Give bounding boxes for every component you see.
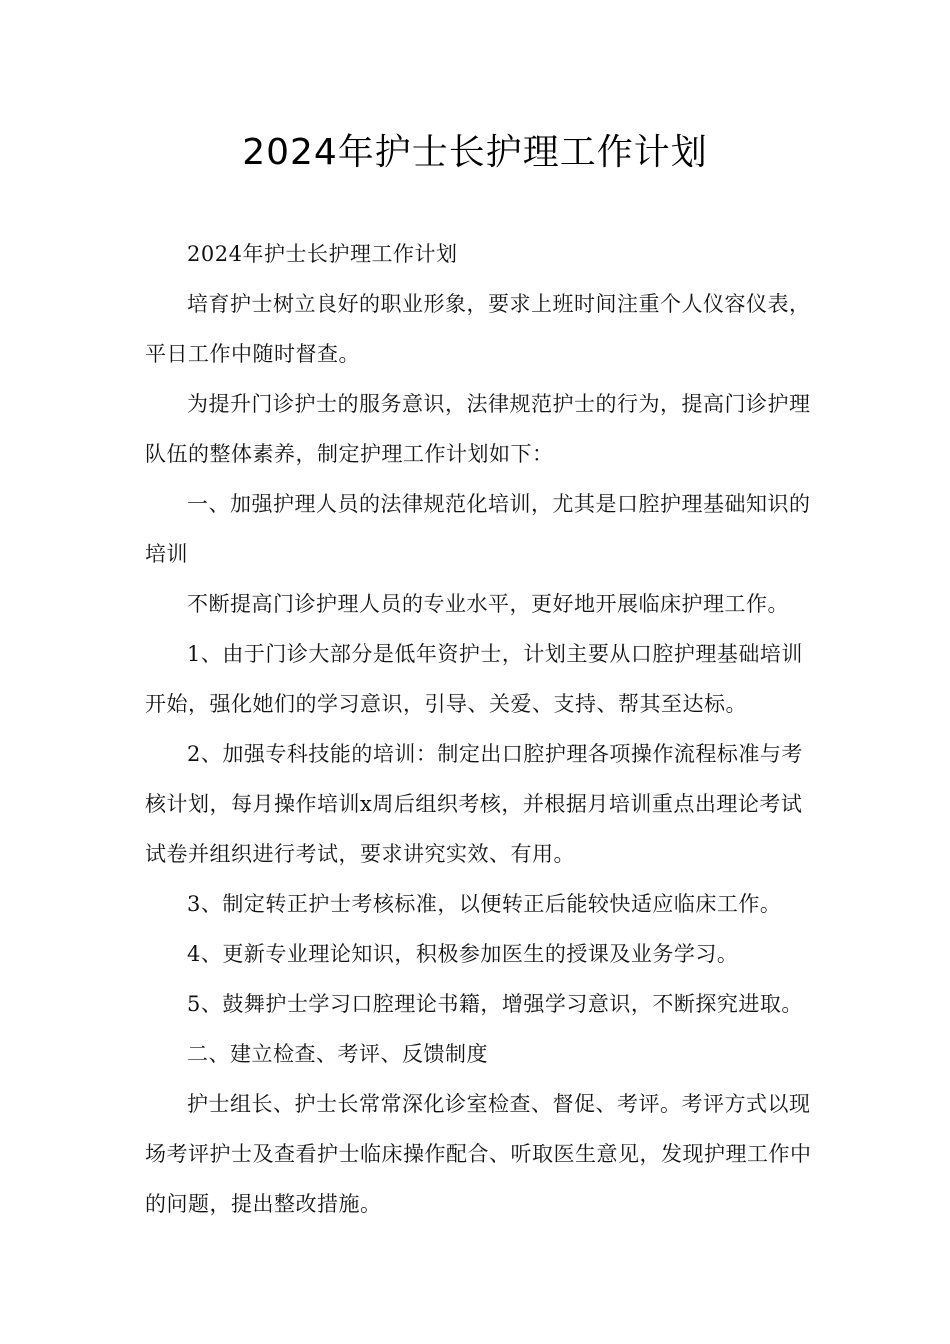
list-item-5: 5、鼓舞护士学习口腔理论书籍，增强学习意识，不断探究进取。 xyxy=(187,992,803,1016)
list-item-1: 1、由于门诊大部分是低年资护士，计划主要从口腔护理基础培训开始，强化她们的学习意识，引导、关爱、支持、帮其至达标。 xyxy=(145,642,803,716)
list-item-2: 2、加强专科技能的培训：制定出口腔护理各项操作流程标准与考核计划，每月操作培训x周后组织考核，并根据月培训重点出理论考试试卷并组织进行考试，要求讲究实效、有用。 xyxy=(145,742,803,866)
list-item-3: 3、制定转正护士考核标准，以便转正后能较快适应临床工作。 xyxy=(187,892,782,916)
document-title: 2024年护士长护理工作计划 xyxy=(242,132,708,173)
document-body xyxy=(145,229,817,1229)
paragraph-inspection: 护士组长、护士长常常深化诊室检查、督促、考评。考评方式以现场考评护士及查看护士临床操作配合、听取医生意见，发现护理工作中的问题，提出整改措施。 xyxy=(145,1092,812,1216)
paragraph-professional-image: 培育护士树立良好的职业形象，要求上班时间注重个人仪容仪表，平日工作中随时督查。 xyxy=(145,292,811,366)
paragraph-purpose: 为提升门诊护士的服务意识，法律规范护士的行为，提高门诊护理队伍的整体素养，制定护理工作计划如下： xyxy=(145,392,811,466)
section-heading-inspection: 二、建立检查、考评、反馈制度 xyxy=(187,1042,488,1066)
paragraph-professional-level: 不断提高门诊护理人员的专业水平，更好地开展临床护理工作。 xyxy=(187,592,789,616)
section-heading-training: 一、加强护理人员的法律规范化培训，尤其是口腔护理基础知识的培训 xyxy=(145,492,811,566)
paragraph-subtitle: 2024年护士长护理工作计划 xyxy=(187,242,458,266)
list-item-4: 4、更新专业理论知识，积极参加医生的授课及业务学习。 xyxy=(187,942,739,966)
